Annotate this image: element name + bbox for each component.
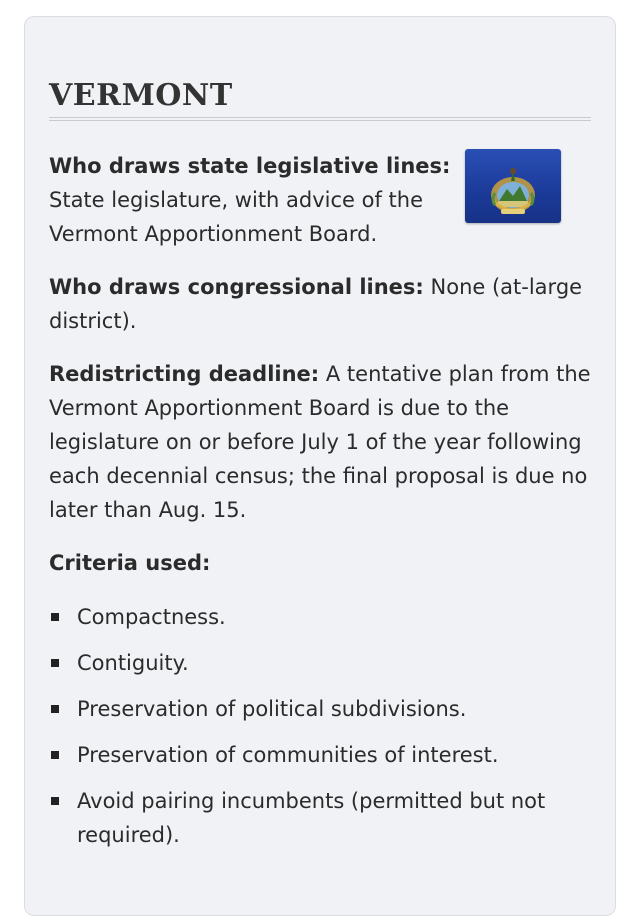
criteria-item-label: Preservation of communities of interest. — [77, 743, 499, 767]
criteria-item-label: Contiguity. — [77, 651, 189, 675]
criteria-item-label: Compactness. — [77, 605, 226, 629]
criteria-list — [49, 600, 591, 852]
criteria-item-label: Preservation of political subdivisions. — [77, 697, 467, 721]
bullet-icon — [51, 659, 59, 667]
state-info-card — [24, 16, 616, 916]
congressional-value: None (at-large district). — [49, 275, 583, 333]
congressional-entry — [49, 270, 591, 338]
state-title: VERMONT — [49, 78, 233, 113]
deadline-entry — [49, 357, 591, 527]
criteria-heading: Criteria used: — [49, 551, 211, 575]
vermont-flag-icon — [465, 149, 561, 223]
list-item — [49, 600, 591, 634]
title-divider — [49, 117, 591, 121]
bullet-icon — [51, 797, 59, 805]
congressional-label: Who draws congressional lines: — [49, 275, 424, 299]
list-item — [49, 784, 591, 852]
list-item — [49, 738, 591, 772]
list-item — [49, 692, 591, 726]
bullet-icon — [51, 705, 59, 713]
state-legislative-label: Who draws state legislative lines: — [49, 154, 451, 178]
deadline-label: Redistricting deadline: — [49, 362, 320, 386]
bullet-icon — [51, 751, 59, 759]
criteria-item-label: Avoid pairing incumbents (permitted but not required). — [77, 789, 546, 847]
deadline-value: A tentative plan from the Vermont Apportionment Board is due to the legislature on or before July 1 of the year following each decennial census; the final proposal is due no later than Aug. 15. — [49, 362, 591, 522]
bullet-icon — [51, 613, 59, 621]
state-legislative-value: State legislature, with advice of the Vermont Apportionment Board. — [49, 188, 424, 246]
list-item — [49, 646, 591, 680]
state-legislative-section — [49, 149, 591, 251]
